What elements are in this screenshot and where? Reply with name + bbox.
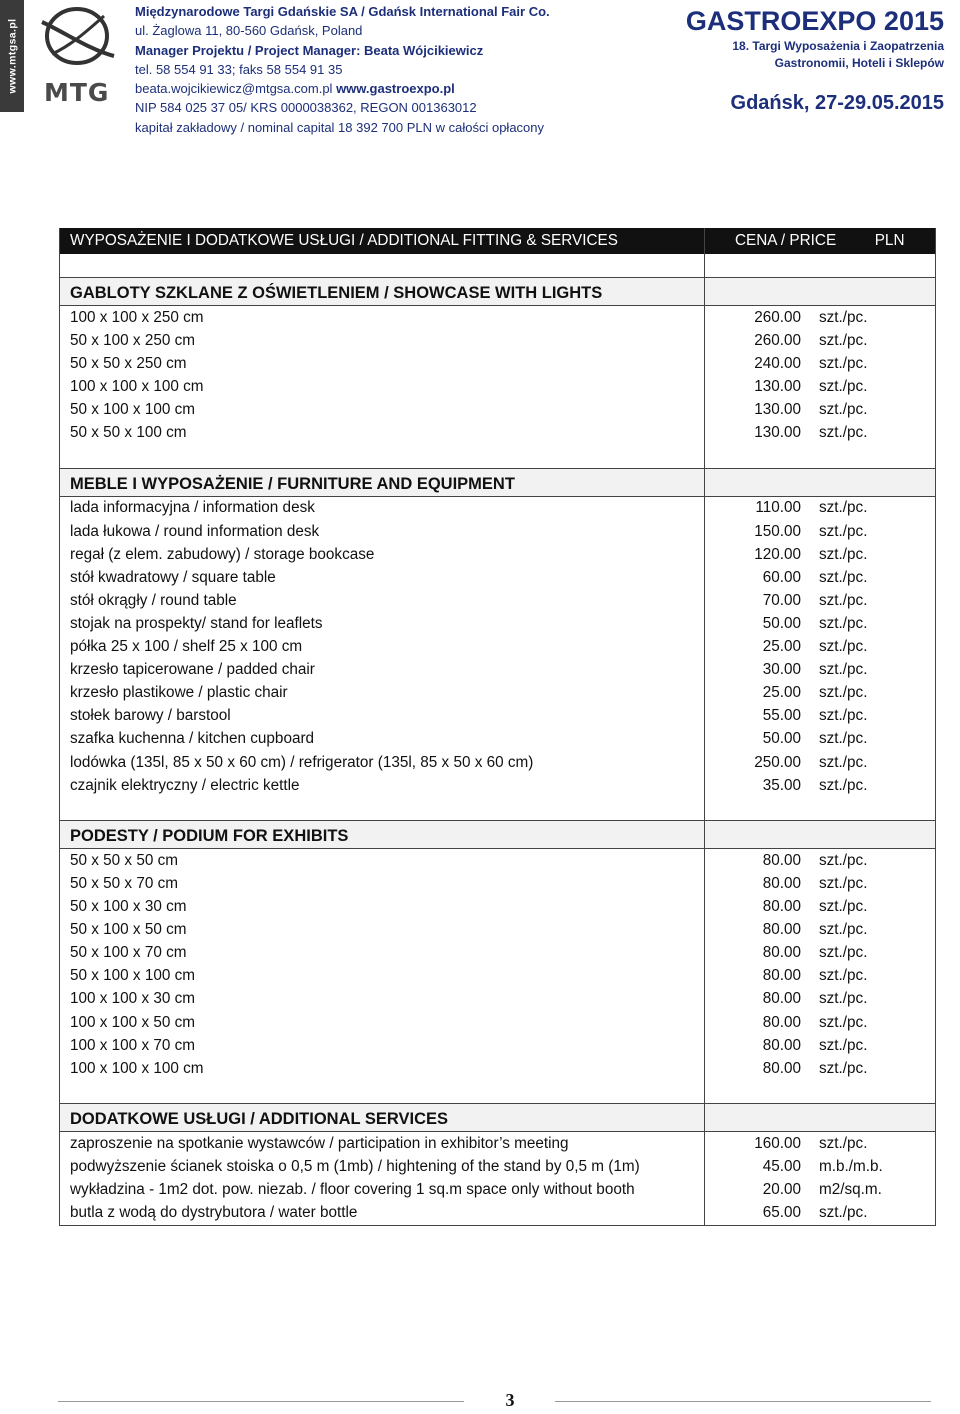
- item-unit: szt./pc.: [819, 424, 868, 442]
- section-spacer: [60, 1080, 936, 1104]
- item-price-cell: [705, 659, 936, 682]
- item-unit: szt./pc.: [819, 1204, 868, 1222]
- table-row: [60, 942, 936, 965]
- section-header-row: [60, 1104, 936, 1132]
- table-row: [60, 1132, 936, 1156]
- item-unit: szt./pc.: [819, 684, 868, 702]
- table-header-row: [60, 228, 936, 254]
- item-price-cell: [705, 496, 936, 520]
- item-price: 130.00: [754, 401, 801, 419]
- item-price-cell: [705, 1034, 936, 1057]
- item-price-cell: [705, 612, 936, 635]
- item-price-cell: [705, 329, 936, 352]
- item-name: 50 x 100 x 100 cm: [60, 399, 705, 422]
- item-price: 50.00: [762, 730, 801, 748]
- item-unit: szt./pc.: [819, 967, 868, 985]
- table-row: [60, 919, 936, 942]
- item-price-cell: [705, 543, 936, 566]
- table-row: [60, 896, 936, 919]
- event-info: [644, 4, 944, 115]
- item-unit: szt./pc.: [819, 401, 868, 419]
- item-name: regał (z elem. zabudowy) / storage bookcase: [60, 543, 705, 566]
- table-row: [60, 329, 936, 352]
- item-name: 50 x 50 x 250 cm: [60, 352, 705, 375]
- section-title: MEBLE I WYPOSAŻENIE / FURNITURE AND EQUIPMENT: [60, 468, 705, 496]
- item-unit: szt./pc.: [819, 921, 868, 939]
- section-spacer: [60, 254, 936, 278]
- item-unit: szt./pc.: [819, 661, 868, 679]
- item-price: 150.00: [754, 522, 801, 540]
- item-price-cell: [705, 422, 936, 445]
- item-unit: szt./pc.: [819, 1036, 868, 1054]
- item-price: 120.00: [754, 545, 801, 563]
- table-row: [60, 1202, 936, 1226]
- item-name: 100 x 100 x 100 cm: [60, 1057, 705, 1080]
- table-row: [60, 849, 936, 873]
- table-row: [60, 965, 936, 988]
- item-price: 110.00: [755, 499, 801, 517]
- section-title: DODATKOWE USŁUGI / ADDITIONAL SERVICES: [60, 1104, 705, 1132]
- item-price-cell: [705, 399, 936, 422]
- section-price-cell: [705, 278, 936, 306]
- item-price: 25.00: [762, 638, 801, 656]
- item-price-cell: [705, 751, 936, 774]
- table-row: [60, 751, 936, 774]
- table-row: [60, 636, 936, 659]
- item-price: 80.00: [762, 944, 801, 962]
- item-price: 50.00: [762, 614, 801, 632]
- item-unit: szt./pc.: [819, 308, 868, 326]
- footer-divider-left: [58, 1401, 464, 1402]
- item-unit: szt./pc.: [819, 499, 868, 517]
- item-unit: m.b./m.b.: [819, 1158, 883, 1176]
- organizer-name: Międzynarodowe Targi Gdańskie SA / Gdańsk International Fair Co.: [135, 4, 550, 19]
- item-name: 50 x 100 x 100 cm: [60, 965, 705, 988]
- item-name: stojak na prospekty/ stand for leaflets: [60, 612, 705, 635]
- section-title: PODESTY / PODIUM FOR EXHIBITS: [60, 821, 705, 849]
- section-price-cell: [705, 468, 936, 496]
- item-price-cell: [705, 636, 936, 659]
- item-price-cell: [705, 520, 936, 543]
- item-price: 80.00: [762, 921, 801, 939]
- item-name: lada informacyjna / information desk: [60, 496, 705, 520]
- item-price-cell: [705, 1156, 936, 1179]
- project-manager: Manager Projektu / Project Manager: Beata Wójcikiewicz: [135, 42, 484, 58]
- item-name: 50 x 50 x 50 cm: [60, 849, 705, 873]
- table-row: [60, 612, 936, 635]
- organizer-info: [135, 2, 695, 137]
- table-header-title: WYPOSAŻENIE I DODATKOWE USŁUGI / ADDITIONAL FITTING & SERVICES: [60, 228, 705, 254]
- item-price-cell: [705, 705, 936, 728]
- item-price: 30.00: [762, 661, 801, 679]
- event-subtitle-2: Gastronomii, Hoteli i Sklepów: [774, 56, 944, 70]
- item-unit: szt./pc.: [819, 354, 868, 372]
- item-price-cell: [705, 965, 936, 988]
- item-price-cell: [705, 896, 936, 919]
- section-header-row: [60, 468, 936, 496]
- item-price: 260.00: [754, 308, 801, 326]
- item-unit: szt./pc.: [819, 378, 868, 396]
- table-row: [60, 988, 936, 1011]
- item-price-cell: [705, 1011, 936, 1034]
- item-price: 130.00: [754, 424, 801, 442]
- event-name: GASTROEXPO 2015: [685, 6, 944, 36]
- item-unit: szt./pc.: [819, 614, 868, 632]
- item-price-cell: [705, 919, 936, 942]
- item-price: 45.00: [762, 1158, 801, 1176]
- item-price-cell: [705, 849, 936, 873]
- email-link[interactable]: beata.wojcikiewicz@mtgsa.com.pl: [135, 81, 333, 97]
- item-price: 80.00: [762, 1036, 801, 1054]
- contact-line: [135, 79, 695, 98]
- table-row: [60, 1156, 936, 1179]
- table-row: [60, 352, 936, 375]
- item-name: szafka kuchenna / kitchen cupboard: [60, 728, 705, 751]
- item-price: 80.00: [762, 874, 801, 892]
- item-price: 25.00: [762, 684, 801, 702]
- table-header-price: [705, 228, 936, 254]
- side-banner-text: www.mtgsa.pl: [6, 18, 19, 94]
- table-row: [60, 1057, 936, 1080]
- item-unit: szt./pc.: [819, 874, 868, 892]
- table-row: [60, 375, 936, 398]
- item-price: 80.00: [762, 990, 801, 1008]
- item-name: 100 x 100 x 50 cm: [60, 1011, 705, 1034]
- item-price-cell: [705, 566, 936, 589]
- item-name: butla z wodą do dystrybutora / water bottle: [60, 1202, 705, 1226]
- table-row: [60, 399, 936, 422]
- item-price: 130.00: [754, 378, 801, 396]
- item-unit: szt./pc.: [819, 591, 868, 609]
- item-unit: szt./pc.: [819, 730, 868, 748]
- page-number: 3: [505, 1390, 515, 1410]
- item-unit: szt./pc.: [819, 707, 868, 725]
- table-row: [60, 520, 936, 543]
- item-price-cell: [705, 1202, 936, 1226]
- item-name: półka 25 x 100 / shelf 25 x 100 cm: [60, 636, 705, 659]
- item-name: 50 x 100 x 30 cm: [60, 896, 705, 919]
- item-price-cell: [705, 352, 936, 375]
- table-row: [60, 589, 936, 612]
- table-row: [60, 1011, 936, 1034]
- item-price: 35.00: [762, 776, 801, 794]
- item-unit: szt./pc.: [819, 522, 868, 540]
- table-row: [60, 1034, 936, 1057]
- item-unit: szt./pc.: [819, 776, 868, 794]
- item-price-cell: [705, 774, 936, 797]
- item-unit: m2/sq.m.: [819, 1181, 882, 1199]
- item-price: 55.00: [762, 707, 801, 725]
- phone-fax: tel. 58 554 91 33; faks 58 554 91 35: [135, 61, 343, 77]
- item-price: 80.00: [762, 967, 801, 985]
- item-name: krzesło plastikowe / plastic chair: [60, 682, 705, 705]
- event-dates: Gdańsk, 27-29.05.2015: [730, 92, 944, 114]
- item-price-cell: [705, 988, 936, 1011]
- item-name: 100 x 100 x 30 cm: [60, 988, 705, 1011]
- table-row: [60, 774, 936, 797]
- item-name: 100 x 100 x 100 cm: [60, 375, 705, 398]
- item-name: 50 x 50 x 70 cm: [60, 872, 705, 895]
- item-price-cell: [705, 872, 936, 895]
- item-price: 65.00: [762, 1204, 801, 1222]
- item-price-cell: [705, 728, 936, 751]
- item-price-cell: [705, 375, 936, 398]
- table-row: [60, 705, 936, 728]
- item-price-cell: [705, 306, 936, 330]
- item-price: 80.00: [762, 1059, 801, 1077]
- price-table: [59, 228, 936, 1226]
- item-price-cell: [705, 682, 936, 705]
- item-name: 50 x 50 x 100 cm: [60, 422, 705, 445]
- item-name: 100 x 100 x 250 cm: [60, 306, 705, 330]
- item-price-cell: [705, 1179, 936, 1202]
- item-name: wykładzina - 1m2 dot. pow. niezab. / floor covering 1 sq.m space only without booth: [60, 1179, 705, 1202]
- item-price: 80.00: [762, 851, 801, 869]
- section-spacer: [60, 445, 936, 469]
- item-price: 60.00: [762, 568, 801, 586]
- item-unit: szt./pc.: [819, 851, 868, 869]
- item-unit: szt./pc.: [819, 568, 868, 586]
- item-unit: szt./pc.: [819, 331, 868, 349]
- item-name: krzesło tapicerowane / padded chair: [60, 659, 705, 682]
- item-price: 260.00: [754, 331, 801, 349]
- item-unit: szt./pc.: [819, 1135, 868, 1153]
- table-row: [60, 422, 936, 445]
- item-name: 50 x 100 x 250 cm: [60, 329, 705, 352]
- section-header-row: [60, 821, 936, 849]
- item-price: 160.00: [754, 1135, 801, 1153]
- registration-numbers: NIP 584 025 37 05/ KRS 0000038362, REGON 001363012: [135, 100, 477, 116]
- table-row: [60, 543, 936, 566]
- section-price-cell: [705, 821, 936, 849]
- table-row: [60, 496, 936, 520]
- capital-info: kapitał zakładowy / nominal capital 18 392 700 PLN w całości opłacony: [135, 119, 545, 135]
- currency-label: PLN: [874, 232, 905, 249]
- item-price: 80.00: [762, 1013, 801, 1031]
- item-name: stół okrągły / round table: [60, 589, 705, 612]
- item-name: stołek barowy / barstool: [60, 705, 705, 728]
- section-header-row: [60, 278, 936, 306]
- table-row: [60, 659, 936, 682]
- item-name: lodówka (135l, 85 x 50 x 60 cm) / refrigerator (135l, 85 x 50 x 60 cm): [60, 751, 705, 774]
- section-price-cell: [705, 1104, 936, 1132]
- item-name: czajnik elektryczny / electric kettle: [60, 774, 705, 797]
- event-subtitle-1: 18. Targi Wyposażenia i Zaopatrzenia: [732, 39, 944, 53]
- table-row: [60, 682, 936, 705]
- item-price: 70.00: [762, 591, 801, 609]
- organizer-address: ul. Żaglowa 11, 80-560 Gdańsk, Poland: [135, 23, 363, 39]
- item-price-cell: [705, 942, 936, 965]
- item-unit: szt./pc.: [819, 638, 868, 656]
- item-price: 240.00: [754, 354, 801, 372]
- website-side-banner: [0, 0, 24, 112]
- item-name: 50 x 100 x 50 cm: [60, 919, 705, 942]
- item-price-cell: [705, 1132, 936, 1156]
- item-unit: szt./pc.: [819, 1013, 868, 1031]
- item-unit: szt./pc.: [819, 1059, 868, 1077]
- item-name: stół kwadratowy / square table: [60, 566, 705, 589]
- table-row: [60, 872, 936, 895]
- logo-text: MTG: [44, 78, 110, 107]
- item-unit: szt./pc.: [819, 898, 868, 916]
- price-column-label: CENA / PRICE: [735, 232, 837, 249]
- website-link[interactable]: www.gastroexpo.pl: [336, 81, 455, 97]
- section-spacer: [60, 797, 936, 821]
- item-name: lada łukowa / round information desk: [60, 520, 705, 543]
- table-row: [60, 306, 936, 330]
- item-price: 250.00: [754, 753, 801, 771]
- item-price-cell: [705, 1057, 936, 1080]
- item-price: 80.00: [762, 898, 801, 916]
- item-unit: szt./pc.: [819, 944, 868, 962]
- table-row: [60, 566, 936, 589]
- item-unit: szt./pc.: [819, 990, 868, 1008]
- item-name: 100 x 100 x 70 cm: [60, 1034, 705, 1057]
- item-price: 20.00: [762, 1181, 801, 1199]
- section-title: GABLOTY SZKLANE Z OŚWIETLENIEM / SHOWCASE WITH LIGHTS: [60, 278, 705, 306]
- item-price-cell: [705, 589, 936, 612]
- footer-divider-right: [555, 1401, 931, 1402]
- item-name: 50 x 100 x 70 cm: [60, 942, 705, 965]
- table-row: [60, 1179, 936, 1202]
- table-row: [60, 728, 936, 751]
- item-name: podwyższenie ścianek stoiska o 0,5 m (1mb) / hightening of the stand by 0,5 m (1m): [60, 1156, 705, 1179]
- item-unit: szt./pc.: [819, 545, 868, 563]
- item-name: zaproszenie na spotkanie wystawców / participation in exhibitor’s meeting: [60, 1132, 705, 1156]
- item-unit: szt./pc.: [819, 753, 868, 771]
